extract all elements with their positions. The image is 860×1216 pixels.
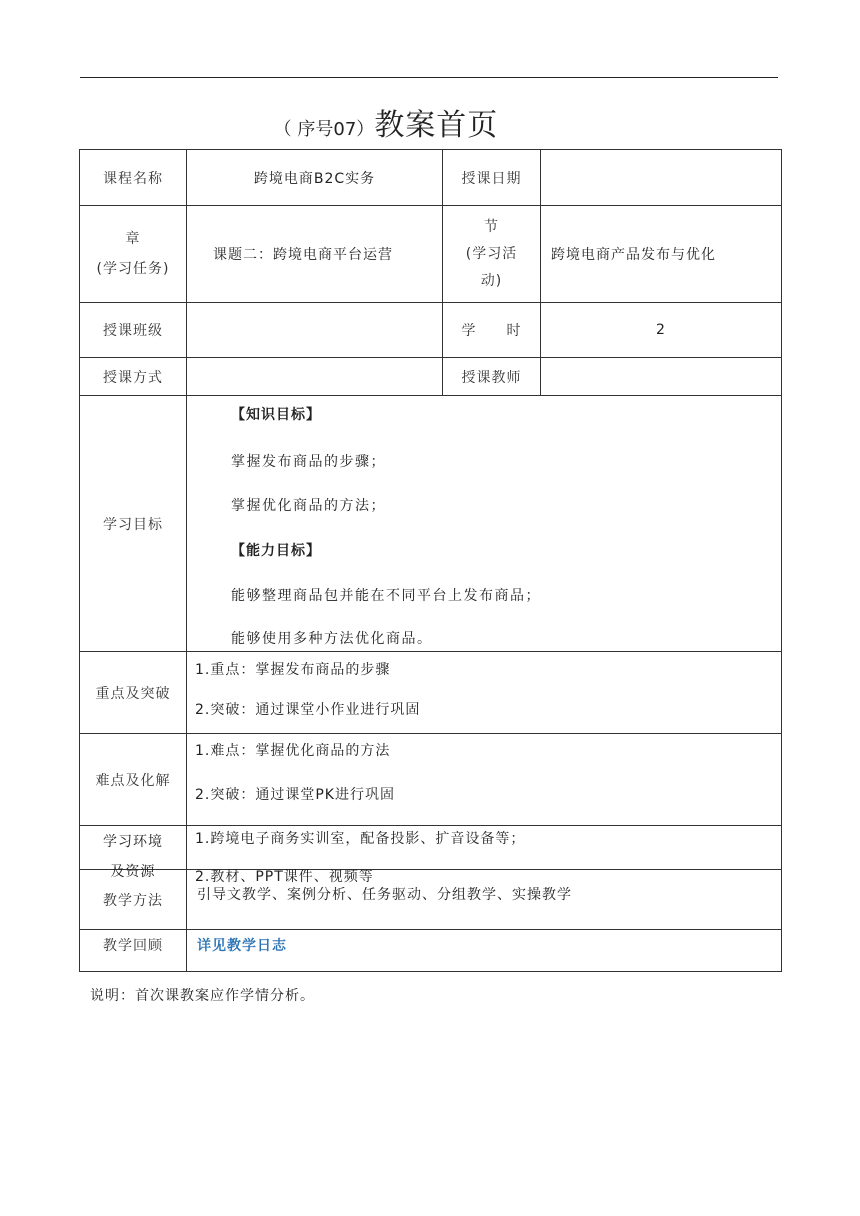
chapter-label-line1: 章 xyxy=(125,231,141,247)
env-label-line2: 及资源 xyxy=(110,864,156,880)
key-label: 重点及突破 xyxy=(80,652,187,734)
env-label-line1: 学习环境 xyxy=(103,834,163,850)
section-label xyxy=(443,206,541,303)
date-label: 授课日期 xyxy=(443,150,541,206)
chapter-value: 课题二：跨境电商平台运营 xyxy=(187,206,443,303)
row-difficulty xyxy=(80,734,782,826)
ability-item-2: 能够使用多种方法优化商品。 xyxy=(231,631,433,647)
knowledge-heading: 【知识目标】 xyxy=(231,407,321,423)
key-content xyxy=(187,652,782,734)
hours-value: 2 xyxy=(541,303,782,358)
section-label-line1: 节 xyxy=(484,218,499,235)
footnote: 说明：首次课教案应作学情分析。 xyxy=(90,988,315,1004)
review-label: 教学回顾 xyxy=(80,930,187,972)
page-title xyxy=(0,106,772,150)
env-content xyxy=(187,826,782,885)
teacher-label: 授课教师 xyxy=(443,358,541,396)
section-label-line3: 动) xyxy=(480,272,503,289)
mode-value[interactable] xyxy=(187,358,443,396)
row-course xyxy=(80,150,782,206)
key-item-2: 2.突破：通过课堂小作业进行巩固 xyxy=(195,702,421,718)
header-rule xyxy=(80,77,778,78)
course-name-value: 跨境电商B2C实务 xyxy=(187,150,443,206)
method-value: 引导文教学、案例分析、任务驱动、分组教学、实操教学 xyxy=(187,870,782,930)
env-label xyxy=(80,826,187,880)
difficulty-item-1: 1.难点：掌握优化商品的方法 xyxy=(195,743,391,759)
title-prefix: （ 序号07） xyxy=(273,119,375,140)
knowledge-item-2: 掌握优化商品的方法； xyxy=(231,498,386,514)
row-key-points xyxy=(80,652,782,734)
env-item-1: 1.跨境电子商务实训室，配备投影、扩音设备等； xyxy=(195,831,526,847)
ability-item-1: 能够整理商品包并能在不同平台上发布商品； xyxy=(231,588,541,604)
row-review xyxy=(80,930,782,972)
ability-heading: 【能力目标】 xyxy=(231,543,321,559)
date-value[interactable] xyxy=(541,150,782,206)
env-item-2: 2.教材、PPT课件、视频等 xyxy=(195,869,374,885)
method-label: 教学方法 xyxy=(80,870,187,930)
section-label-line2: (学习活 xyxy=(465,245,518,262)
mode-label: 授课方式 xyxy=(80,358,187,396)
lesson-plan-table xyxy=(79,149,782,972)
key-item-1: 1.重点：掌握发布商品的步骤 xyxy=(195,662,391,678)
difficulty-label: 难点及化解 xyxy=(80,734,187,826)
title-main: 教案首页 xyxy=(374,108,499,143)
difficulty-item-2: 2.突破：通过课堂PK进行巩固 xyxy=(195,787,395,803)
goals-content xyxy=(187,396,782,652)
class-value[interactable] xyxy=(187,303,443,358)
row-environment xyxy=(80,826,782,870)
chapter-label xyxy=(80,206,187,303)
difficulty-content xyxy=(187,734,782,826)
section-value: 跨境电商产品发布与优化 xyxy=(541,206,782,303)
teacher-value[interactable] xyxy=(541,358,782,396)
row-method xyxy=(80,870,782,930)
review-link[interactable]: 详见教学日志 xyxy=(187,930,782,972)
goals-label: 学习目标 xyxy=(80,396,187,652)
chapter-label-line2: (学习任务) xyxy=(96,261,170,277)
row-goals xyxy=(80,396,782,652)
row-chapter xyxy=(80,206,782,303)
row-mode xyxy=(80,358,782,396)
knowledge-item-1: 掌握发布商品的步骤； xyxy=(231,454,386,470)
course-name-label: 课程名称 xyxy=(80,150,187,206)
row-class xyxy=(80,303,782,358)
hours-label: 学 时 xyxy=(443,303,541,358)
class-label: 授课班级 xyxy=(80,303,187,358)
